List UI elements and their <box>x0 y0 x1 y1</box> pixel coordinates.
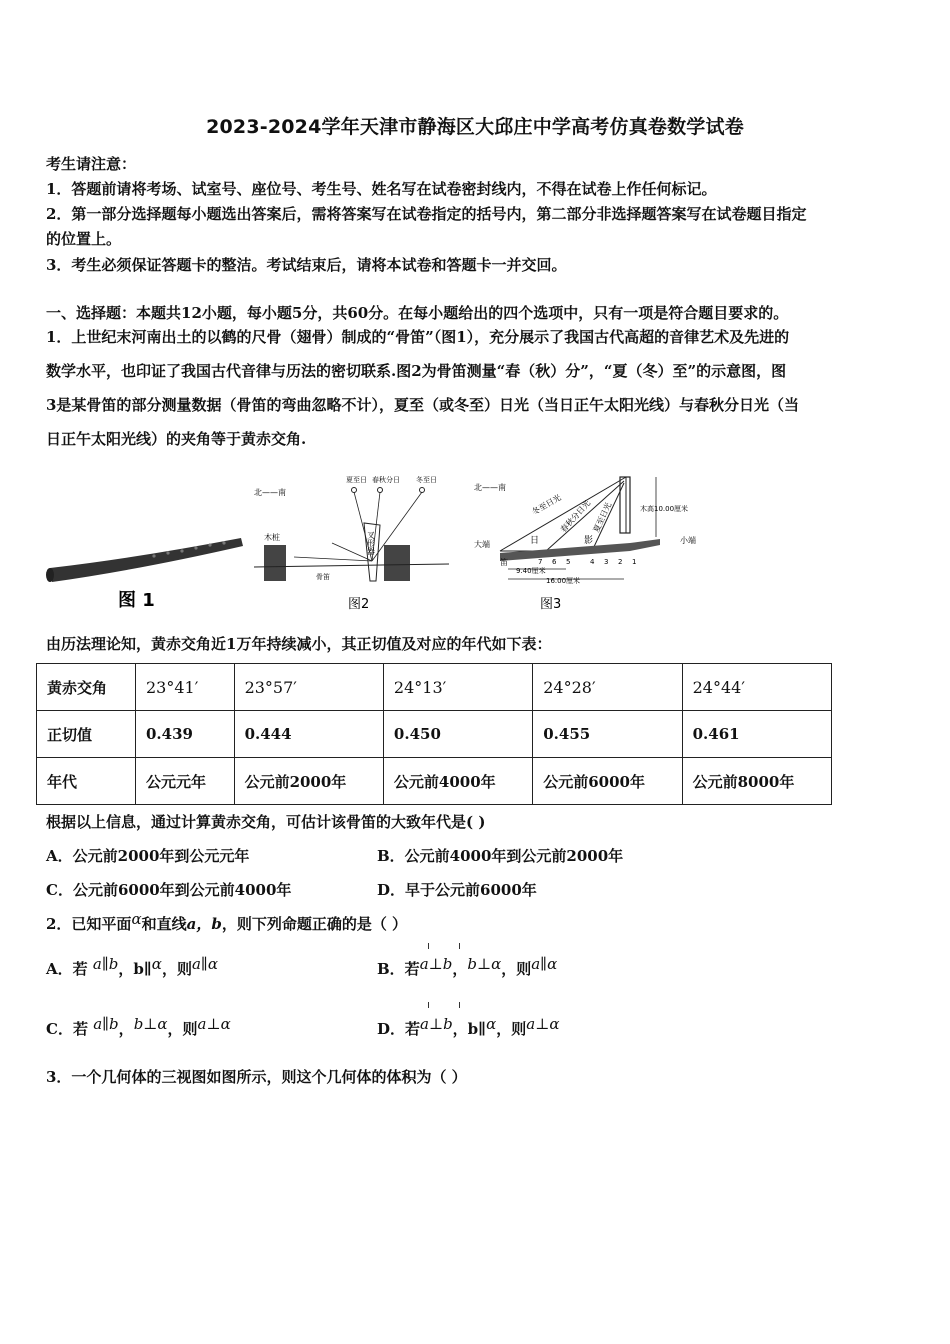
fig3-shadow-char: 影 <box>584 536 594 546</box>
fig2-caption: 图2 <box>348 597 370 612</box>
q2-option-d[interactable] <box>377 1015 560 1039</box>
era-cell: 公元前2000年 <box>234 758 383 805</box>
q2-d-mid: ，b∥ <box>452 1020 487 1038</box>
fig1-caption: 图 1 <box>118 590 155 611</box>
q2-c-sep: ， <box>118 1020 134 1038</box>
q1-option-a[interactable]: A．公元前2000年到公元元年 <box>46 847 250 865</box>
q3-stem: 3．一个几何体的三视图如图所示，则这个几何体的体积为（ ） <box>46 1068 467 1086</box>
fig3-summer-light: 夏至日光 <box>591 501 614 534</box>
vector-mark <box>459 943 460 949</box>
q2-a-mid: ，b∥ <box>118 960 152 978</box>
fig3-hole-6: 6 <box>552 558 557 566</box>
q2-stem-a: 2．已知平面 <box>46 915 132 933</box>
q1-line-3: 3是某骨笛的部分测量数据（骨笛的弯曲忽略不计），夏至（或冬至）日光（当日正午太阳光线）与春秋分日光（当 <box>46 396 799 414</box>
table-row-tangent <box>37 711 832 758</box>
fig3-hole-1: 1 <box>632 558 637 566</box>
q2-vars: a，b <box>186 915 222 933</box>
fig3-equinox-light: 春秋分日光 <box>558 498 593 535</box>
q2-a-expr1: a∥b <box>92 955 119 973</box>
q1-option-b[interactable]: B．公元前4000年到公元前2000年 <box>377 847 624 865</box>
table-intro: 由历法理论知，黄赤交角近1万年持续减小，其正切值及对应的年代如下表： <box>46 635 552 653</box>
flute-end <box>46 568 54 582</box>
q2-a-label: A．若 <box>46 960 88 978</box>
q1-option-c[interactable]: C．公元前6000年到公元前4000年 <box>46 881 292 899</box>
table-row-era <box>37 758 832 805</box>
row-label-era: 年代 <box>37 758 136 805</box>
fig3-height-label: 木高10.00厘米 <box>640 505 689 513</box>
q2-a-expr2: a∥α <box>191 955 218 973</box>
fig3-post <box>620 477 630 533</box>
q2-b-expr2: b⊥α <box>467 955 502 973</box>
q2-option-a[interactable] <box>46 955 218 979</box>
fig3-hole-3: 3 <box>604 558 609 566</box>
q2-option-b[interactable] <box>377 955 558 979</box>
fig3-len1-label: 9.40厘米 <box>516 567 546 575</box>
page-title: 2023-2024学年天津市静海区大邱庄中学高考仿真卷数学试卷 <box>206 116 744 138</box>
notice-item-2b: 的位置上。 <box>46 230 122 248</box>
fig3-sun-char: 日 <box>530 536 540 546</box>
fig3-hole-4: 4 <box>590 558 595 566</box>
fig2-dongzhi-label: 冬至日 <box>416 476 437 484</box>
obliquity-table <box>36 663 832 805</box>
fig2-jiaxing-label: 叉形器 <box>366 531 376 555</box>
fig3-len2-label: 16.00厘米 <box>546 577 581 585</box>
q1-line-2: 数学水平，也印证了我国古代音律与历法的密切联系.图2为骨笛测量“春（秋）分”，“夏（冬）至”的示意图，图 <box>46 362 787 380</box>
q2-b-expr3: a∥α <box>531 955 558 973</box>
q2-b-then: ，则 <box>501 960 532 978</box>
fig2-guhan-label: 骨笛 <box>316 573 330 581</box>
q1-stem <box>46 320 912 456</box>
fig2-post-left <box>264 545 286 581</box>
tangent-cell: 0.455 <box>533 711 682 758</box>
table-row-angle <box>37 664 832 711</box>
q2-c-label: C．若 <box>46 1020 88 1038</box>
row-label-angle: 黄赤交角 <box>37 664 136 711</box>
notice-heading: 考生请注意： <box>46 155 137 173</box>
q1-line-4: 日正午太阳光线）的夹角等于黄赤交角. <box>46 430 307 448</box>
q2-c-expr3: a⊥α <box>197 1015 231 1033</box>
q2-d-alpha: α <box>486 1015 497 1033</box>
q2-c-expr1: a∥b <box>93 1015 119 1033</box>
q2-option-c[interactable] <box>46 1015 231 1039</box>
figure-2-measurement <box>254 473 449 615</box>
q2-b-label: B．若 <box>377 960 420 978</box>
tangent-cell: 0.450 <box>383 711 532 758</box>
fig3-hole-2: 2 <box>618 558 623 566</box>
era-cell: 公元元年 <box>136 758 235 805</box>
fig3-flute-label: 笛 <box>500 558 508 567</box>
q2-c-then: ，则 <box>167 1020 198 1038</box>
flute-body <box>50 538 243 582</box>
fig3-hole-7: 7 <box>538 558 543 566</box>
q2-d-expr1: a⊥b <box>420 1015 453 1033</box>
vector-mark <box>459 1002 460 1008</box>
angle-cell: 23°57′ <box>234 664 383 711</box>
notice-item-1: 1．答题前请将考场、试室号、座位号、考生号、姓名写在试卷密封线内，不得在试卷上作任何标记。 <box>46 180 717 198</box>
q2-d-expr2: a⊥α <box>526 1015 560 1033</box>
tangent-cell: 0.444 <box>234 711 383 758</box>
tangent-cell: 0.461 <box>682 711 831 758</box>
tangent-cell: 0.439 <box>136 711 235 758</box>
figure-1-bone-flute <box>46 530 246 615</box>
angle-cell: 23°41′ <box>136 664 235 711</box>
figure-3-flute-data <box>474 471 714 615</box>
q2-stem <box>46 910 408 934</box>
q2-stem-c: ，则下列命题正确的是（ ） <box>221 915 408 933</box>
notice-item-3: 3．考生必须保证答题卡的整洁。考试结束后，请将本试卷和答题卡一并交回。 <box>46 256 567 274</box>
fig2-post-right <box>384 545 410 581</box>
q2-b-sep: ， <box>452 960 468 978</box>
q2-a-then: ，则 <box>161 960 192 978</box>
q1-line-1: 1．上世纪末河南出土的以鹤的尺骨（翅骨）制成的“骨笛”（图1），充分展示了我国古代高超的音律艺术及先进的 <box>46 328 790 346</box>
vector-mark <box>428 943 429 949</box>
q2-alpha: α <box>131 910 142 928</box>
q2-a-alpha: α <box>151 955 162 973</box>
row-label-tangent: 正切值 <box>37 711 136 758</box>
fig2-north-south: 北——南 <box>254 488 286 497</box>
fig2-muzhuang-label: 木桩 <box>264 533 280 542</box>
q2-stem-b: 和直线 <box>141 915 187 933</box>
fig3-big-end: 大端 <box>474 540 490 549</box>
fig3-small-end: 小端 <box>680 536 696 545</box>
angle-cell: 24°28′ <box>533 664 682 711</box>
angle-cell: 24°44′ <box>682 664 831 711</box>
era-cell: 公元前8000年 <box>682 758 831 805</box>
q2-b-expr1: a⊥b <box>419 955 453 973</box>
fig3-winter-light: 冬至日光 <box>530 492 563 517</box>
fig2-sun-circles <box>352 488 425 493</box>
q2-c-expr2: b⊥α <box>133 1015 168 1033</box>
section-heading: 一、选择题：本题共12小题，每小题5分，共60分。在每小题给出的四个选项中，只有一项是符合题目要求的。 <box>46 304 789 322</box>
fig3-north-south: 北——南 <box>474 483 506 492</box>
q2-d-then: ，则 <box>496 1020 527 1038</box>
q1-question: 根据以上信息，通过计算黄赤交角，可估计该骨笛的大致年代是( ) <box>46 813 486 831</box>
fig3-hole-numbers <box>538 558 636 566</box>
fig2-chunqiu-label: 春秋分日 <box>372 476 400 484</box>
fig3-hole-5: 5 <box>566 558 571 566</box>
era-cell: 公元前4000年 <box>383 758 532 805</box>
fig3-caption: 图3 <box>540 597 562 612</box>
notice-item-2a: 2．第一部分选择题每小题选出答案后，需将答案写在试卷指定的括号内，第二部分非选择题答案写在试卷题目指定 <box>46 205 807 223</box>
q1-option-d[interactable]: D．早于公元前6000年 <box>377 881 537 899</box>
fig2-xiazhi-label: 夏至日 <box>346 476 367 484</box>
q2-d-label: D．若 <box>377 1020 421 1038</box>
era-cell: 公元前6000年 <box>533 758 682 805</box>
vector-mark <box>428 1002 429 1008</box>
angle-cell: 24°13′ <box>383 664 532 711</box>
